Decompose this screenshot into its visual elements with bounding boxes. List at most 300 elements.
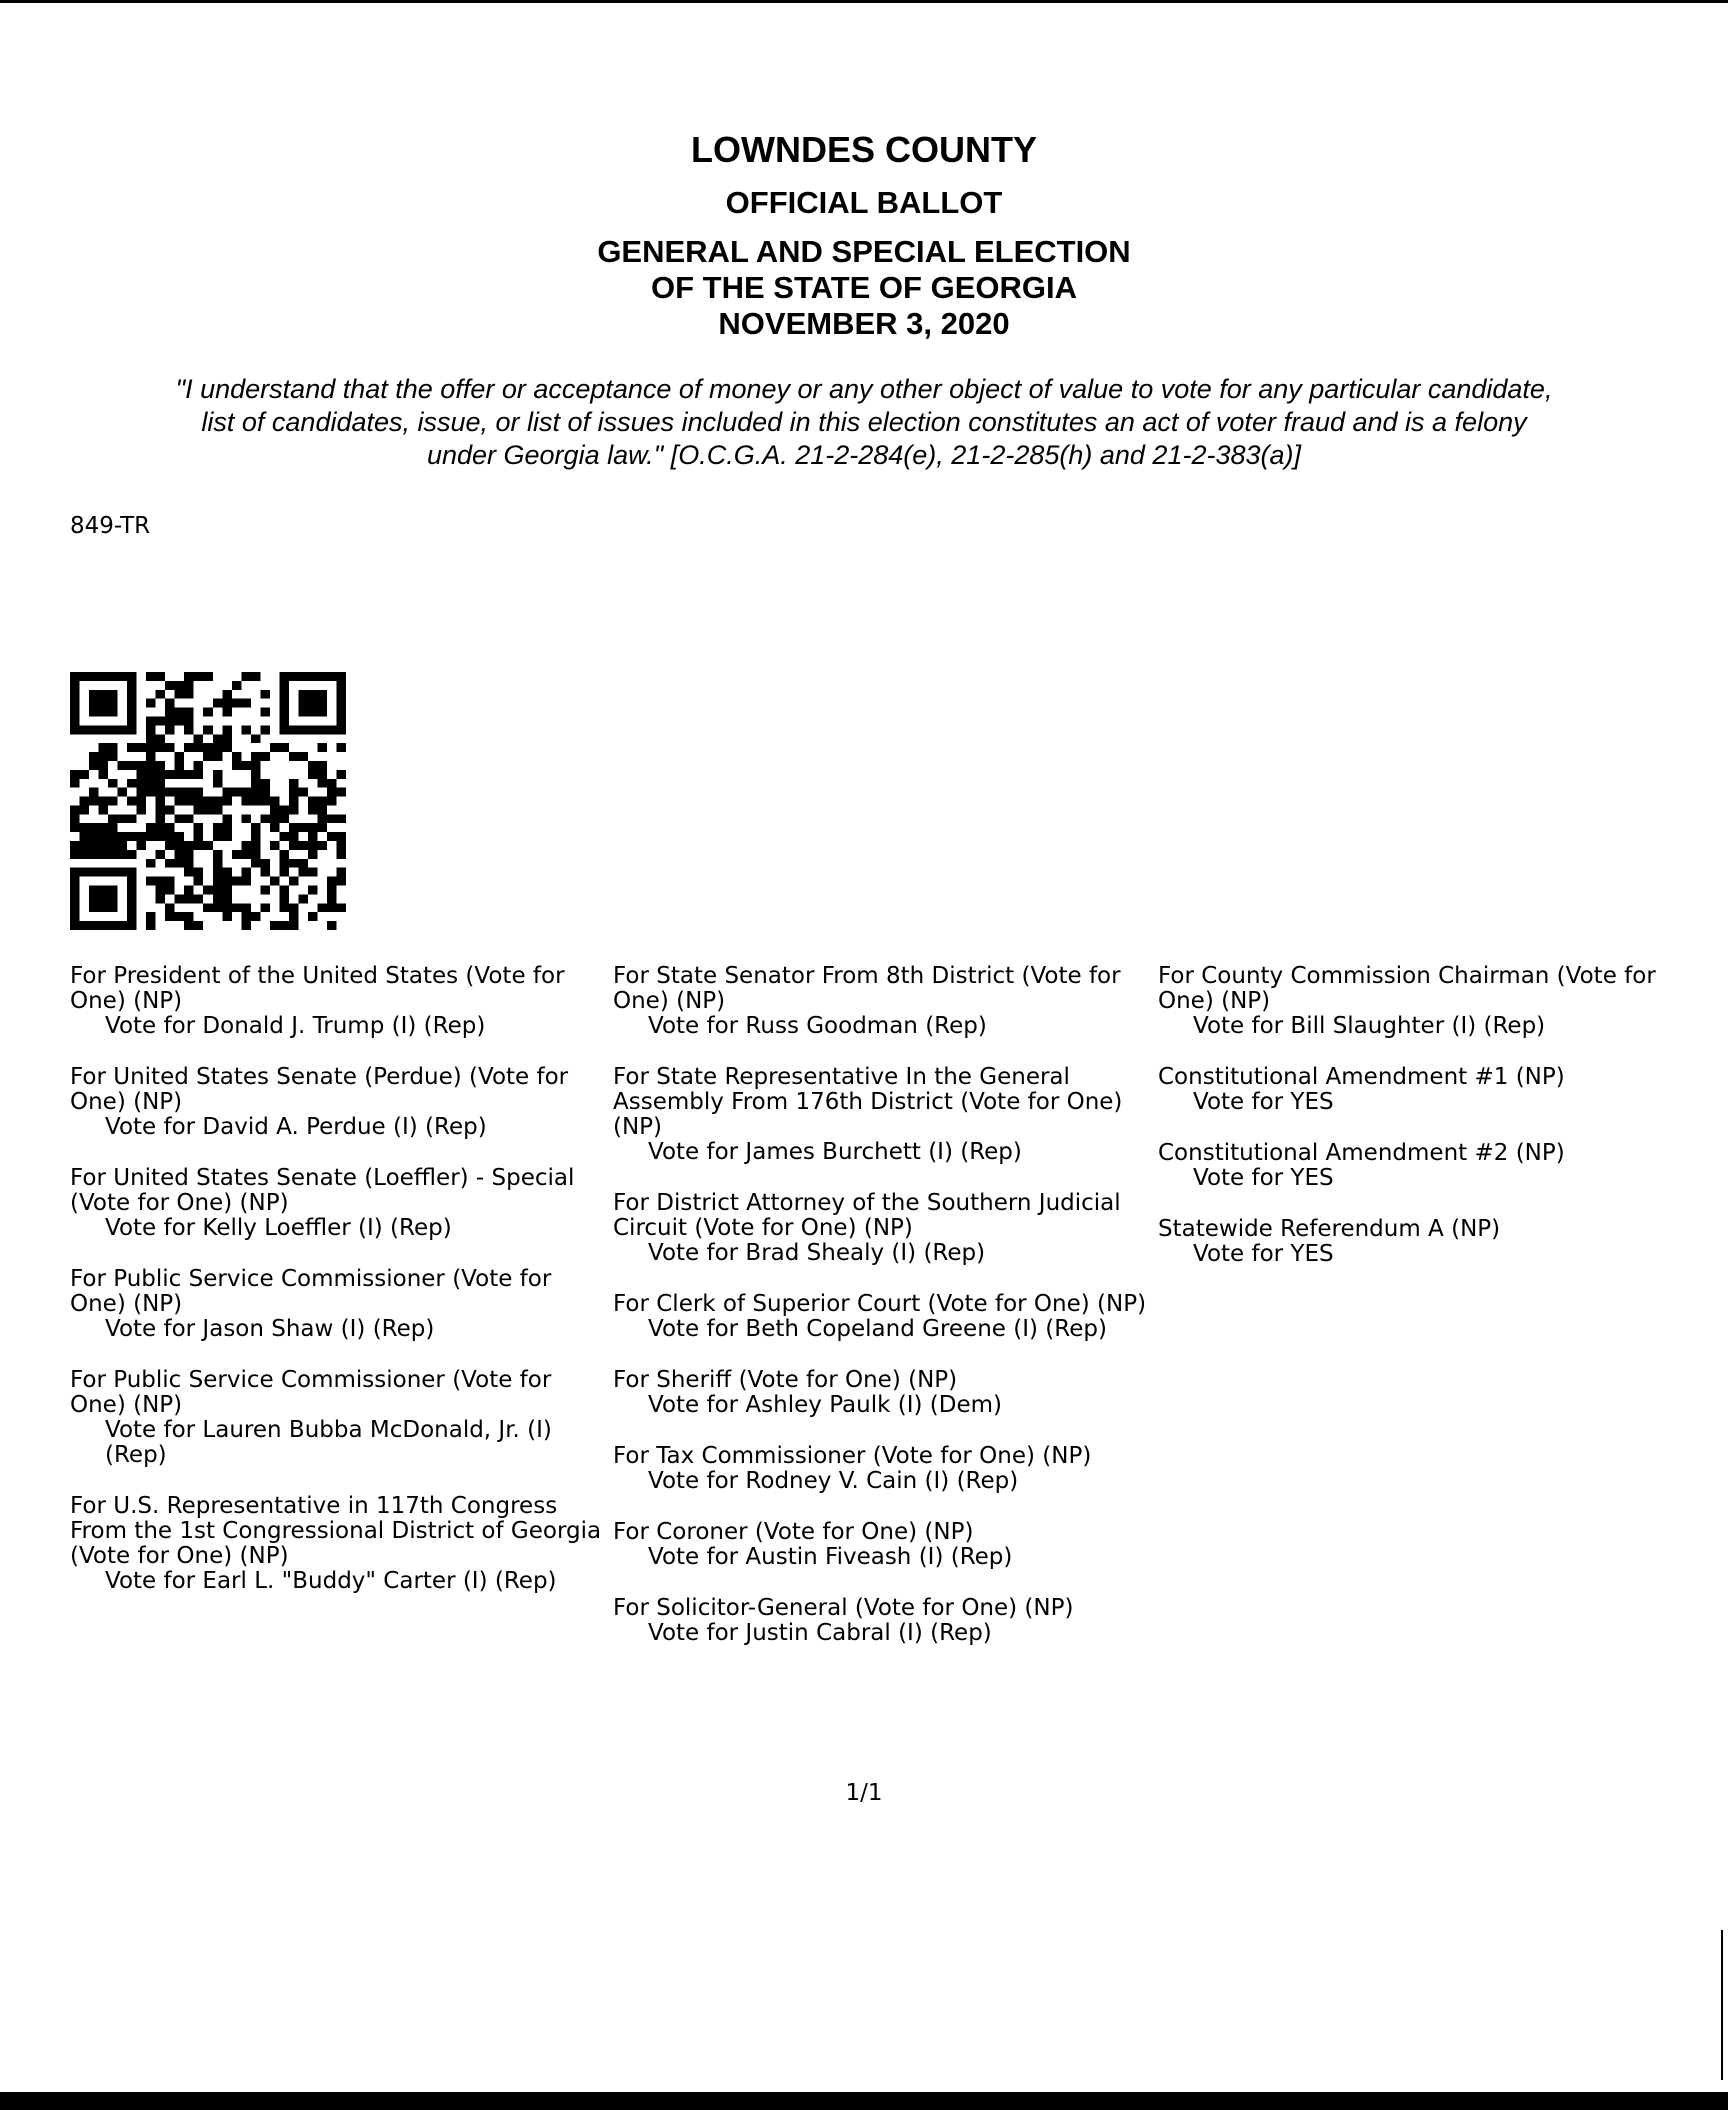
qr-module xyxy=(89,850,99,859)
qr-module xyxy=(70,770,80,779)
qr-module xyxy=(213,743,223,752)
qr-module xyxy=(241,761,251,770)
qr-module xyxy=(289,921,299,930)
qr-module xyxy=(118,814,128,823)
qr-module xyxy=(70,823,80,832)
qr-module xyxy=(80,805,90,814)
scan-edge-right xyxy=(1721,1930,1723,2080)
qr-module xyxy=(213,797,223,806)
qr-module xyxy=(232,850,242,859)
qr-module xyxy=(70,868,80,877)
qr-module xyxy=(308,797,318,806)
qr-module xyxy=(289,672,299,681)
qr-module xyxy=(222,903,232,912)
qr-module xyxy=(70,681,80,690)
qr-module xyxy=(222,725,232,734)
qr-module xyxy=(184,690,194,699)
ballot-code: 849-TR xyxy=(70,513,151,539)
qr-module xyxy=(298,841,308,850)
qr-module xyxy=(108,850,118,859)
qr-module xyxy=(222,868,232,877)
qr-module xyxy=(194,734,204,743)
qr-module xyxy=(336,743,346,752)
qr-module xyxy=(336,725,346,734)
qr-module xyxy=(279,859,289,868)
qr-module xyxy=(251,859,261,868)
qr-module xyxy=(289,859,299,868)
qr-module xyxy=(70,877,80,886)
contest-title: Statewide Referendum A (NP) xyxy=(1158,1216,1501,1242)
qr-module xyxy=(308,805,318,814)
qr-module xyxy=(251,672,261,681)
qr-module xyxy=(260,903,270,912)
qr-module xyxy=(251,912,261,921)
qr-module xyxy=(327,797,337,806)
qr-module xyxy=(127,877,137,886)
qr-module xyxy=(270,805,280,814)
qr-module xyxy=(336,716,346,725)
qr-module xyxy=(279,716,289,725)
qr-module xyxy=(156,832,166,841)
qr-module xyxy=(232,903,242,912)
qr-module xyxy=(156,805,166,814)
qr-module xyxy=(70,805,80,814)
vote-selection: Vote for Russ Goodman (Rep) xyxy=(648,1013,987,1039)
qr-module xyxy=(279,699,289,708)
qr-module xyxy=(80,770,90,779)
ballot-type-title: OFFICIAL BALLOT xyxy=(725,185,1003,220)
qr-module xyxy=(336,708,346,717)
qr-module xyxy=(317,761,327,770)
qr-module xyxy=(289,779,299,788)
qr-module xyxy=(222,877,232,886)
vote-selection: Vote for YES xyxy=(1193,1089,1334,1115)
qr-module xyxy=(184,725,194,734)
qr-module xyxy=(308,761,318,770)
qr-module xyxy=(184,894,194,903)
qr-module xyxy=(184,672,194,681)
contest-county-commission-chairman xyxy=(1158,964,1698,1039)
scan-border-bottom xyxy=(0,2092,1728,2110)
qr-module xyxy=(222,699,232,708)
qr-module xyxy=(317,708,327,717)
qr-module xyxy=(222,823,232,832)
vote-selection: Vote for Kelly Loeffler (I) (Rep) xyxy=(105,1215,452,1241)
qr-module xyxy=(127,672,137,681)
qr-module xyxy=(108,823,118,832)
qr-module xyxy=(241,814,251,823)
contest-title: For Solicitor-General (Vote for One) (NP) xyxy=(613,1595,1074,1621)
qr-module xyxy=(317,805,327,814)
contest-title: For District Attorney of the Southern Judicial Circuit (Vote for One) (NP) xyxy=(613,1190,1121,1241)
qr-module xyxy=(213,752,223,761)
qr-module xyxy=(127,690,137,699)
qr-module xyxy=(260,708,270,717)
qr-module xyxy=(270,797,280,806)
qr-module xyxy=(279,850,289,859)
qr-module xyxy=(279,886,289,895)
qr-module xyxy=(260,797,270,806)
qr-module xyxy=(165,912,175,921)
qr-module xyxy=(260,725,270,734)
qr-module xyxy=(213,886,223,895)
qr-module xyxy=(108,832,118,841)
qr-module xyxy=(165,832,175,841)
qr-module xyxy=(317,743,327,752)
qr-module xyxy=(99,725,109,734)
qr-module xyxy=(137,797,147,806)
qr-module xyxy=(165,903,175,912)
qr-module xyxy=(70,841,80,850)
contest-title: For Clerk of Superior Court (Vote for One) (NP) xyxy=(613,1291,1147,1317)
qr-module xyxy=(327,725,337,734)
contest-coroner xyxy=(613,1520,1153,1570)
qr-module xyxy=(80,672,90,681)
scan-border-top xyxy=(0,0,1728,3)
qr-module xyxy=(203,903,213,912)
qr-module xyxy=(146,921,156,930)
qr-module xyxy=(336,770,346,779)
contest-us-representative xyxy=(70,1494,610,1594)
vote-selection: Vote for Donald J. Trump (I) (Rep) xyxy=(105,1013,486,1039)
qr-module xyxy=(213,734,223,743)
qr-module xyxy=(127,725,137,734)
qr-module xyxy=(127,832,137,841)
qr-module xyxy=(241,841,251,850)
qr-module xyxy=(194,761,204,770)
qr-module xyxy=(89,921,99,930)
qr-module xyxy=(270,921,280,930)
qr-module xyxy=(213,832,223,841)
qr-module xyxy=(175,797,185,806)
qr-module xyxy=(308,832,318,841)
qr-module xyxy=(213,805,223,814)
qr-module xyxy=(308,823,318,832)
qr-module xyxy=(70,886,80,895)
qr-module xyxy=(118,841,128,850)
qr-module xyxy=(156,823,166,832)
qr-module xyxy=(146,716,156,725)
qr-module xyxy=(70,903,80,912)
qr-module xyxy=(222,832,232,841)
qr-module xyxy=(203,672,213,681)
contest-title: Constitutional Amendment #2 (NP) xyxy=(1158,1140,1565,1166)
qr-module xyxy=(222,814,232,823)
qr-module xyxy=(298,859,308,868)
qr-module xyxy=(127,681,137,690)
qr-module xyxy=(270,823,280,832)
qr-module xyxy=(175,894,185,903)
qr-module xyxy=(260,814,270,823)
qr-module xyxy=(317,770,327,779)
qr-module xyxy=(89,690,99,699)
qr-module xyxy=(108,779,118,788)
qr-module xyxy=(194,894,204,903)
contest-column-1 xyxy=(70,964,610,1620)
qr-module xyxy=(80,725,90,734)
qr-module xyxy=(184,850,194,859)
qr-module xyxy=(270,877,280,886)
qr-module xyxy=(241,921,251,930)
qr-module xyxy=(194,770,204,779)
qr-module xyxy=(279,725,289,734)
qr-module xyxy=(232,877,242,886)
qr-module xyxy=(260,690,270,699)
qr-module xyxy=(99,752,109,761)
qr-module xyxy=(70,708,80,717)
qr-module xyxy=(99,690,109,699)
qr-module xyxy=(89,894,99,903)
qr-module xyxy=(194,743,204,752)
qr-module xyxy=(99,823,109,832)
qr-module xyxy=(146,752,156,761)
qr-module xyxy=(184,921,194,930)
qr-module xyxy=(308,708,318,717)
vote-selection: Vote for Rodney V. Cain (I) (Rep) xyxy=(648,1468,1019,1494)
qr-module xyxy=(156,690,166,699)
qr-module xyxy=(194,797,204,806)
qr-module xyxy=(118,761,128,770)
qr-module xyxy=(317,672,327,681)
qr-module xyxy=(327,894,337,903)
qr-module xyxy=(194,877,204,886)
qr-module xyxy=(127,850,137,859)
qr-module xyxy=(70,716,80,725)
qr-module xyxy=(260,788,270,797)
qr-module xyxy=(175,716,185,725)
qr-module xyxy=(146,672,156,681)
qr-module xyxy=(89,841,99,850)
qr-module xyxy=(146,770,156,779)
qr-module xyxy=(213,779,223,788)
qr-module xyxy=(279,672,289,681)
qr-module xyxy=(317,823,327,832)
qr-module xyxy=(108,886,118,895)
qr-module xyxy=(336,832,346,841)
qr-module xyxy=(222,886,232,895)
qr-module xyxy=(289,805,299,814)
qr-module xyxy=(127,921,137,930)
qr-module xyxy=(317,903,327,912)
contest-state-representative xyxy=(613,1065,1153,1165)
qr-module xyxy=(137,761,147,770)
qr-module xyxy=(127,797,137,806)
qr-module xyxy=(99,850,109,859)
qr-module xyxy=(99,841,109,850)
qr-module xyxy=(251,770,261,779)
qr-module xyxy=(146,743,156,752)
qr-module xyxy=(127,743,137,752)
qr-module xyxy=(80,868,90,877)
qr-module xyxy=(213,859,223,868)
vote-selection: Vote for Ashley Paulk (I) (Dem) xyxy=(648,1392,1002,1418)
qr-module xyxy=(70,921,80,930)
qr-module xyxy=(298,699,308,708)
election-line-2: OF THE STATE OF GEORGIA xyxy=(651,270,1077,305)
contest-president xyxy=(70,964,610,1039)
qr-module xyxy=(165,841,175,850)
qr-module xyxy=(175,814,185,823)
qr-module xyxy=(89,823,99,832)
qr-module xyxy=(165,805,175,814)
contest-title: For State Representative In the General Assembly From 176th District (Vote for One) (NP) xyxy=(613,1064,1123,1140)
election-title xyxy=(0,234,1728,342)
qr-module xyxy=(108,921,118,930)
qr-module xyxy=(127,708,137,717)
qr-module xyxy=(289,912,299,921)
qr-module xyxy=(89,672,99,681)
qr-module xyxy=(194,921,204,930)
qr-module xyxy=(308,672,318,681)
qr-module xyxy=(260,868,270,877)
qr-module xyxy=(127,886,137,895)
qr-module xyxy=(165,725,175,734)
qr-module xyxy=(137,788,147,797)
qr-module xyxy=(156,877,166,886)
qr-module xyxy=(241,912,251,921)
vote-selection: Vote for Jason Shaw (I) (Rep) xyxy=(105,1316,435,1342)
contest-title: For United States Senate (Loeffler) - Special (Vote for One) (NP) xyxy=(70,1165,575,1216)
qr-module xyxy=(241,788,251,797)
qr-module xyxy=(146,877,156,886)
qr-module xyxy=(156,743,166,752)
qr-module xyxy=(336,850,346,859)
statement-line-3: under Georgia law." [O.C.G.A. 21-2-284(e), 21-2-285(h) and 21-2-383(a)] xyxy=(426,440,1302,470)
qr-module xyxy=(289,832,299,841)
qr-module xyxy=(279,805,289,814)
qr-module xyxy=(184,708,194,717)
voter-fraud-statement xyxy=(60,373,1668,472)
qr-module xyxy=(146,725,156,734)
qr-module xyxy=(260,779,270,788)
qr-module xyxy=(108,708,118,717)
qr-module xyxy=(70,725,80,734)
qr-module xyxy=(251,797,261,806)
qr-module xyxy=(270,743,280,752)
qr-module xyxy=(260,752,270,761)
qr-module xyxy=(336,877,346,886)
qr-module xyxy=(99,743,109,752)
qr-module xyxy=(222,708,232,717)
qr-module xyxy=(70,690,80,699)
vote-selection: Vote for YES xyxy=(1193,1165,1334,1191)
qr-module xyxy=(156,716,166,725)
qr-module xyxy=(99,770,109,779)
qr-module xyxy=(80,921,90,930)
qr-module xyxy=(89,788,99,797)
qr-module xyxy=(165,681,175,690)
qr-module xyxy=(70,779,80,788)
vote-selection: Vote for YES xyxy=(1193,1241,1334,1267)
qr-module xyxy=(241,850,251,859)
qr-module xyxy=(99,894,109,903)
qr-module xyxy=(317,814,327,823)
qr-module xyxy=(156,779,166,788)
qr-module xyxy=(184,814,194,823)
qr-module xyxy=(203,797,213,806)
qr-module xyxy=(89,903,99,912)
qr-module xyxy=(156,850,166,859)
qr-module xyxy=(251,779,261,788)
qr-module xyxy=(308,699,318,708)
qr-module xyxy=(127,814,137,823)
contest-title: For State Senator From 8th District (Vote for One) (NP) xyxy=(613,963,1121,1014)
qr-module xyxy=(213,770,223,779)
qr-module xyxy=(327,921,337,930)
election-line-1: GENERAL AND SPECIAL ELECTION xyxy=(597,234,1131,269)
qr-module xyxy=(336,868,346,877)
qr-module xyxy=(232,681,242,690)
contest-district-attorney xyxy=(613,1191,1153,1266)
qr-module xyxy=(289,877,299,886)
qr-module xyxy=(251,734,261,743)
qr-module xyxy=(89,886,99,895)
qr-module xyxy=(146,788,156,797)
vote-selection: Vote for Justin Cabral (I) (Rep) xyxy=(648,1620,992,1646)
qr-module xyxy=(194,868,204,877)
qr-module xyxy=(308,886,318,895)
qr-module xyxy=(232,761,242,770)
qr-module xyxy=(298,725,308,734)
statement-line-2: list of candidates, issue, or list of issues included in this election constitutes an act of voter fraud and is a felony xyxy=(201,407,1527,437)
contest-title: For United States Senate (Perdue) (Vote for One) (NP) xyxy=(70,1064,569,1115)
qr-module xyxy=(279,743,289,752)
qr-module xyxy=(184,868,194,877)
qr-module xyxy=(89,832,99,841)
qr-module xyxy=(194,841,204,850)
qr-module xyxy=(175,681,185,690)
qr-module xyxy=(308,841,318,850)
qr-module xyxy=(336,690,346,699)
qr-module xyxy=(89,752,99,761)
qr-module xyxy=(317,699,327,708)
qr-module xyxy=(137,770,147,779)
qr-module xyxy=(308,690,318,699)
qr-module xyxy=(203,805,213,814)
qr-module xyxy=(289,725,299,734)
qr-module xyxy=(279,832,289,841)
qr-module xyxy=(194,832,204,841)
qr-module xyxy=(146,912,156,921)
qr-module xyxy=(336,814,346,823)
contest-title: For Tax Commissioner (Vote for One) (NP) xyxy=(613,1443,1092,1469)
qr-module xyxy=(251,761,261,770)
qr-module xyxy=(108,894,118,903)
qr-module xyxy=(156,761,166,770)
qr-module xyxy=(279,681,289,690)
qr-module xyxy=(80,841,90,850)
qr-module xyxy=(241,725,251,734)
qr-module xyxy=(203,743,213,752)
qr-module xyxy=(118,868,128,877)
qr-module xyxy=(156,770,166,779)
qr-module xyxy=(108,797,118,806)
vote-selection: Vote for Brad Shealy (I) (Rep) xyxy=(648,1240,986,1266)
qr-module xyxy=(108,699,118,708)
qr-module xyxy=(260,886,270,895)
qr-module xyxy=(336,841,346,850)
qr-module xyxy=(108,743,118,752)
qr-module xyxy=(156,734,166,743)
qr-module xyxy=(203,708,213,717)
qr-module xyxy=(298,823,308,832)
qr-module xyxy=(222,743,232,752)
contest-solicitor-general xyxy=(613,1596,1153,1646)
qr-module xyxy=(99,699,109,708)
qr-module xyxy=(146,832,156,841)
qr-module xyxy=(89,761,99,770)
vote-selection: Vote for Lauren Bubba McDonald, Jr. (I) (Rep) xyxy=(105,1417,552,1468)
